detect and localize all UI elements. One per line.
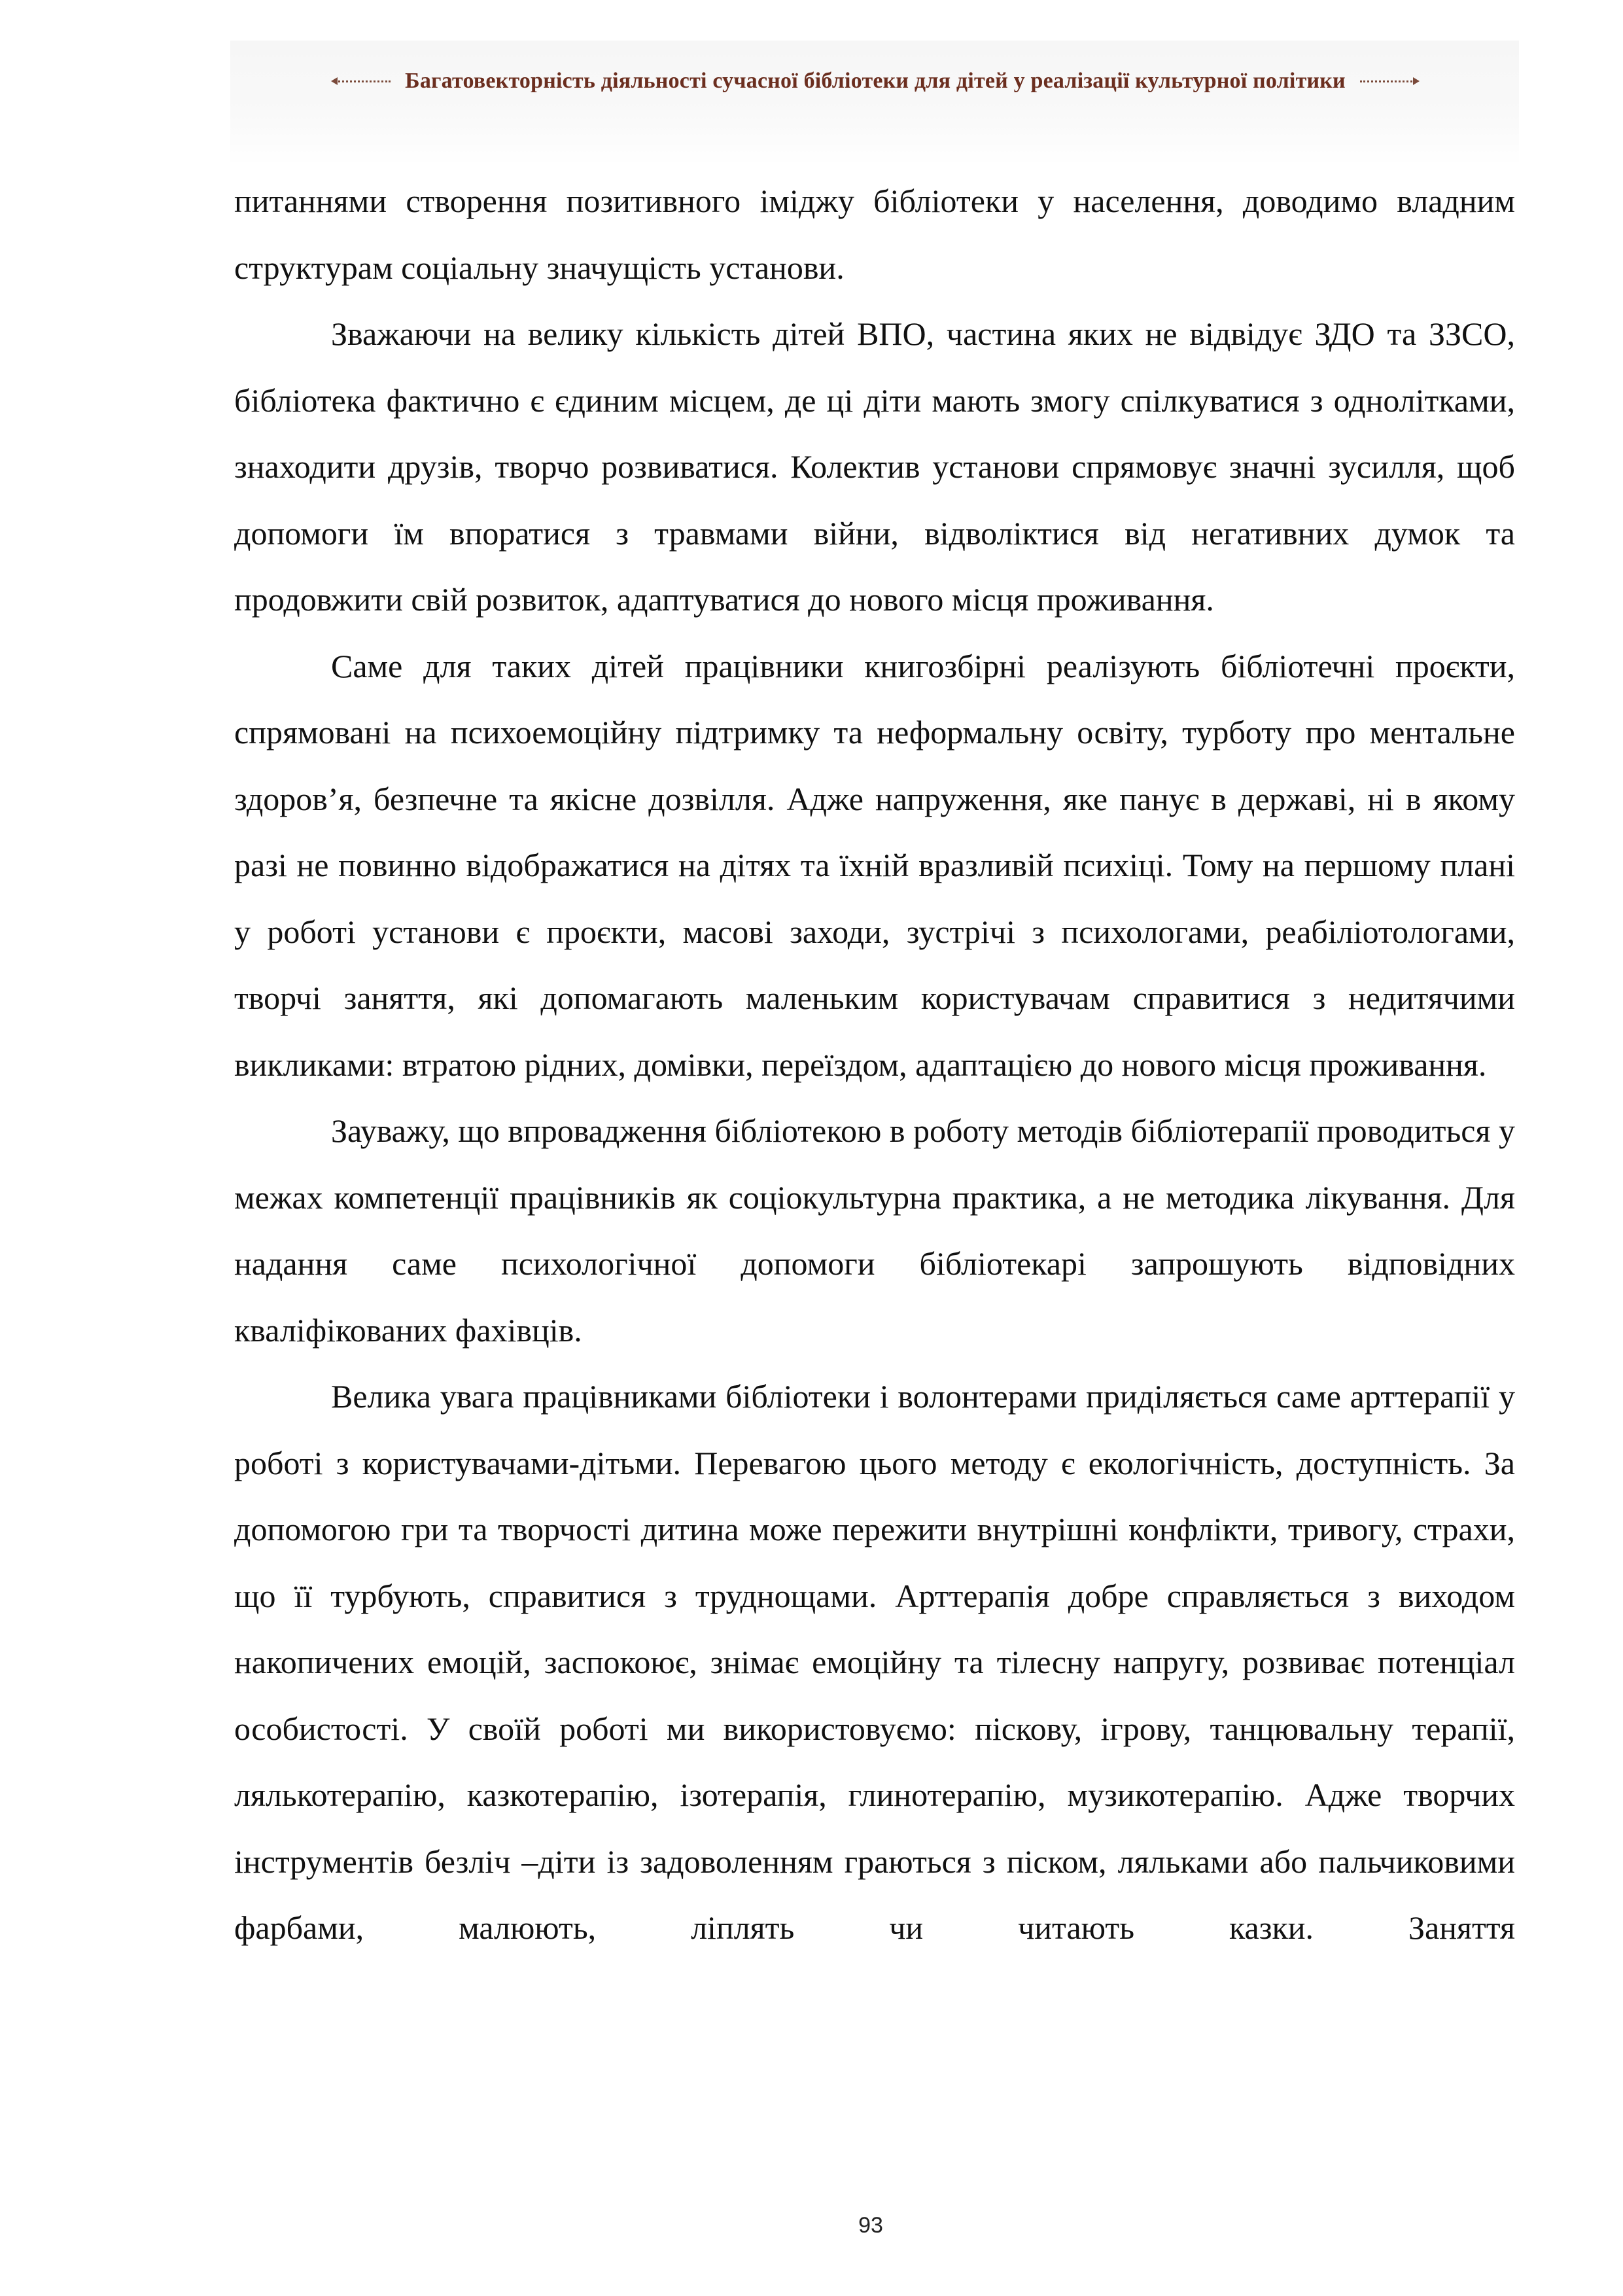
paragraph: Зауважу, що впровадження бібліотекою в роботу методів бібліотерапії проводиться у межах компетенції працівників як соціокультурна практика, а не методика лікування. Для надання саме психологічної допомоги бібліотекарі запрошують відповідних кваліфікованих фахівців. (234, 1112, 1515, 1349)
running-header-band (230, 41, 1519, 165)
header-right-arrow-icon (1360, 80, 1416, 82)
running-title: Багатовекторність діяльності сучасної бібліотеки для дітей у реалізації культурної політики (405, 69, 1346, 93)
header-left-arrow-icon (335, 80, 391, 82)
paragraph-continued: питаннями створення позитивного іміджу бібліотеки у населення, доводимо владним структурам соціальну значущість установи. (234, 183, 1515, 286)
paragraph: Саме для таких дітей працівники книгозбірні реалізують бібліотечні проєкти, спрямовані на психоемоційну підтримку та неформальну освіту, турботу про ментальне здоров’я, безпечне та якісне дозвілля. Адже напруження, яке панує в державі, ні в якому разі не повинно відображатися на дітях та їхній вразливій психіці. Тому на першому плані у роботі установи є проєкти, масові заходи, зустрічі з психологами, реабіліотологами, творчі заняття, які допомагають маленьким користувачам справитися з недитячими викликами: втратою рідних, домівки, переїздом, адаптацією до нового місця проживання. (234, 647, 1515, 1083)
page-number: 93 (858, 2213, 883, 2238)
running-header (254, 62, 1497, 101)
page-body (234, 168, 1515, 1962)
paragraph: Зважаючи на велику кількість дітей ВПО, частина яких не відвідує ЗДО та ЗЗСО, бібліотека фактично є єдиним місцем, де ці діти мають змогу спілкуватися з однолітками, знаходити друзів, творчо розвиватися. Колектив установи спрямовує значні зусилля, щоб допомоги їм впоратися з травмами війни, відволіктися від негативних думок та продовжити свій розвиток, адаптуватися до нового місця проживання. (234, 315, 1515, 618)
paragraph: Велика увага працівниками бібліотеки і волонтерами приділяється саме арттерапії у роботі з користувачами-дітьми. Перевагою цього методу є екологічність, доступність. За допомогою гри та творчості дитина може пережити внутрішні конфлікти, тривогу, страхи, що її турбують, справитися з труднощами. Арттерапія добре справляється з виходом накопичених емоцій, заспокоює, знімає емоційну та тілесну напругу, розвиває потенціал особистості. У своїй роботі ми використовуємо: піскову, ігрову, танцювальну терапії, лялькотерапію, казкотерапію, ізотерапія, глинотерапію, музикотерапію. Адже творчих інструментів безліч –діти із задоволенням граються з піском, ляльками або пальчиковими фарбами, малюють, ліплять чи читають казки. Заняття (234, 1378, 1515, 1946)
